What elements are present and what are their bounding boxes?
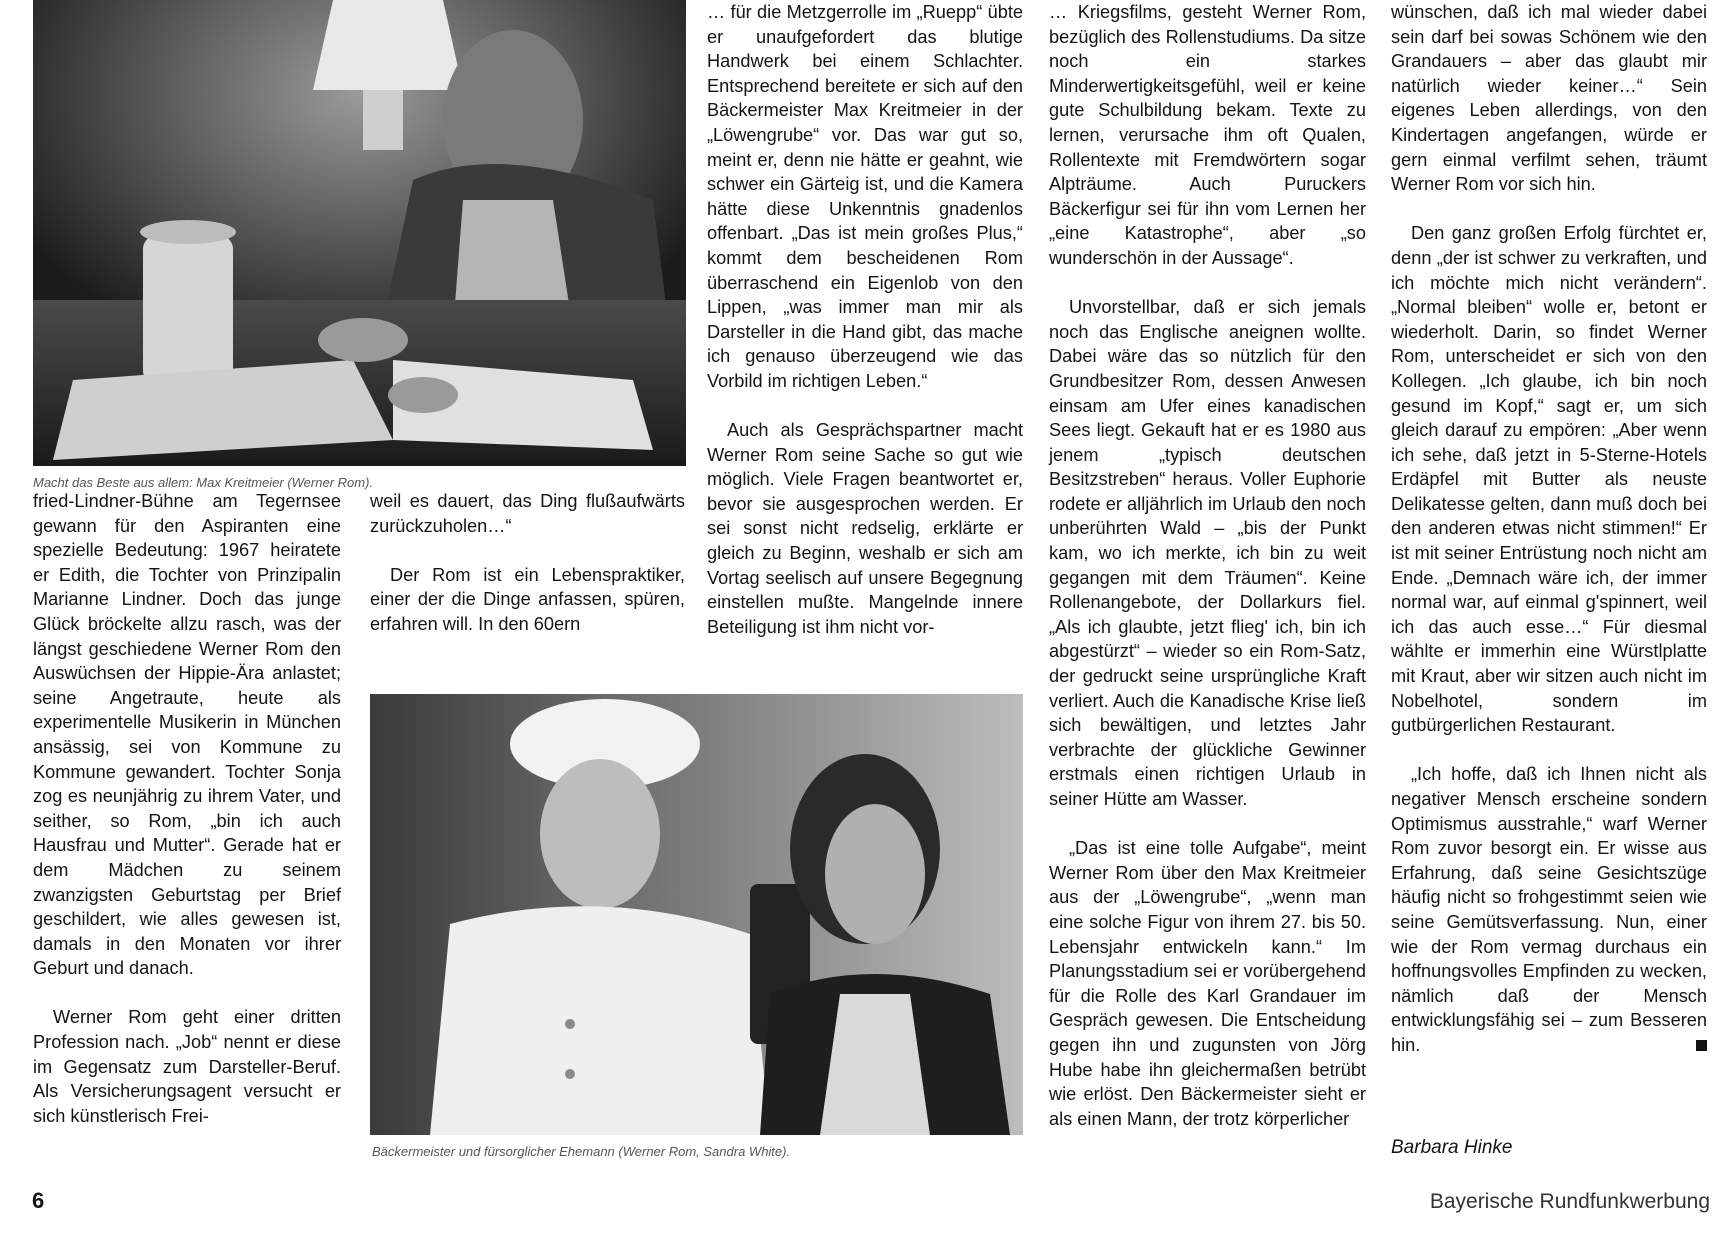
- paragraph-text: „Ich hoffe, daß ich Ihnen nicht als negativer Mensch erscheine sondern Optimismus ausstrahle,“ warf Werner Rom zuvor besorgt ein. Er wisse aus Erfahrung, daß seine Gesichtszüge häufig nicht so frohgestimmt seien wie seine Gemütsverfassung. Nun, einer wie der Rom vermag durchaus ein hoffnungsvolles Empfinden zu wecken, nämlich daß der Mensch entwicklungsfähig sei – zum Besseren hin.: [1391, 764, 1707, 1055]
- paragraph: Auch als Gesprächspartner macht Werner Rom seine Sache so gut wie möglich. Viele Fragen beantwortet er, bevor sie ausgesprochen werden. Er sei sonst nicht redselig, erklärte er gleich zu Beginn, weshalb er sich am Vortag seelisch auf unsere Begegnung einstellen mußte. Mangelnde innere Beteiligung ist ihm nicht vor-: [707, 420, 1023, 637]
- photo-caption: Bäckermeister und fürsorglicher Ehemann (Werner Rom, Sandra White).: [372, 1144, 791, 1159]
- photo-caption: Macht das Beste aus allem: Max Kreitmeier (Werner Rom).: [33, 475, 374, 490]
- photo-image: [33, 0, 686, 466]
- article-column-e: [1391, 0, 1707, 1125]
- paragraph: „Das ist eine tolle Aufgabe“, meint Werner Rom über den Max Kreitmeier aus der „Löwengrube“, „wenn man eine solche Figur von ihrem 27. bis 50. Lebensjahr entwickeln kann.“ Im Planungsstadium sei er vorübergehend für die Rolle des Karl Grandauer im Gespräch gewesen. Die Entscheidung gegen ihn und zugunsten von Jörg Hube habe ihn gleichermaßen betrübt wie erlöst. Den Bäckermeister sieht er als einen Mann, der trotz körperlicher: [1049, 838, 1366, 1129]
- author-byline: Barbara Hinke: [1391, 1137, 1513, 1158]
- article-column-c: [707, 0, 1023, 665]
- paragraph: [1391, 762, 1707, 1057]
- publisher-name: Bayerische Rundfunkwerbung: [1429, 1190, 1710, 1213]
- article-column-b: [370, 489, 685, 659]
- paragraph: … Kriegsfilms, gesteht Werner Rom, bezüglich des Rollenstudiums. Da sitze noch ein starkes Minderwertigkeitsgefühl, weil er keine gute Schulbildung bekam. Texte zu lernen, verursache ihm oft Qualen, Rollentexte mit Fremdwörtern sogar Alpträume. Auch Puruckers Bäckerfigur sei für ihn vom Lernen her „eine Katastrophe“, aber „so wunderschön in der Aussage“.: [1049, 2, 1366, 268]
- article-column-a: [33, 489, 341, 1126]
- paragraph: Werner Rom geht einer dritten Profession nach. „Job“ nennt er diese im Gegensatz zum Darsteller-Beruf. Als Versicherungsagent versucht er sich künstlerisch Frei-: [33, 1007, 341, 1126]
- paragraph: weil es dauert, das Ding flußaufwärts zurückzuholen…“: [370, 491, 685, 536]
- paragraph: Der Rom ist ein Lebenspraktiker, einer der die Dinge anfassen, spüren, erfahren will. In den 60ern: [370, 564, 685, 634]
- page-number: 6: [32, 1188, 45, 1213]
- paragraph: Unvorstellbar, daß er sich jemals noch das Englische aneignen wollte. Dabei wäre das so nützlich für den Grundbesitzer Rom, dessen Anwesen einsam am Ufer eines kanadischen Sees liegt. Gekauft hat er es 1980 aus jenem „typisch deutschen Besitzstreben“ heraus. Voller Euphorie rodete er alljährlich im Urlaub den noch unberührten Wald – „bis der Punkt kam, wo ich merkte, ich bin zu weit gegangen mit dem Träumen“. Keine Rollenangebote, der Dollarkurs fiel. „Als ich glaubte, jetzt flieg' ich, bin ich abgestürzt“ – wieder so ein Rom-Satz, der gedruckt seine ursprüngliche Kraft verliert. Auch die Kanadische Krise ließ sich bewältigen, und letztes Jahr verbrachte der glückliche Gewinner erstmals einen richtigen Urlaub in seiner Hütte am Wasser.: [1049, 297, 1366, 809]
- photo-baeckermeister: [370, 694, 1023, 1135]
- paragraph: fried-Lindner-Bühne am Tegernsee gewann für den Aspiranten eine spezielle Bedeutung: 1967 heiratete er Edith, die Tochter von Prinzipalin Marianne Lindner. Doch das junge Glück bröckelte allzu rasch, was der längst geschiedene Werner Rom den Auswüchsen der Hippie-Ära anlastet; seine Angetraute, heute als experimentelle Musikerin in München ansässig, sei von Kommune zu Kommune gewandert. Tochter Sonja zog es neunjährig zu ihrem Vater, und seither, so Rom, „bin ich auch Hausfrau und Mutter“. Gerade hat er dem Mädchen zu seinem zwanzigsten Geburtstag per Brief geschildert, wie alles gewesen ist, damals in den Monaten vor ihrer Geburt und danach.: [33, 491, 341, 979]
- paragraph: Den ganz großen Erfolg fürchtet er, denn „der ist schwer zu verkraften, und ich möchte mich nicht verändern“. „Normal bleiben“ wolle er, betont er wiederholt. Darin, so findet Werner Rom, unterscheidet er sich von den Kollegen. „Ich glaube, ich bin noch gesund im Kopf,“ sagt er, um sich gleich darauf zu empören: „Aber wenn ich sehe, daß jetzt in 5-Sterne-Hotels Erdäpfel mit Butter als neuste Delikatesse gelten, dann muß doch bei den anderen etwas nicht stimmen!“ Er ist mit seiner Entrüstung noch nicht am Ende. „Demnach wäre ich, der immer normal war, auf einmal g'spinnert, weil ich das auch esse…“ Für diesmal wählte er immerhin eine Würstlplatte mit Kraut, aber wir sitzen auch nicht im Nobelhotel, sondern im gutbürgerlichen Restaurant.: [1391, 223, 1707, 736]
- end-of-article-mark: [1696, 1040, 1707, 1051]
- photo-image: [370, 694, 1023, 1135]
- paragraph: wünschen, daß ich mal wieder dabei sein darf bei sowas Schönem wie den Grandauers – aber das glaubt mir natürlich wieder keiner…“ Sein eigenes Leben allerdings, von den Kindertagen angefangen, würde er gern einmal verfilmt sehen, träumt Werner Rom vor sich hin.: [1391, 2, 1707, 195]
- paragraph: … für die Metzgerrolle im „Ruepp“ übte er unaufgefordert das blutige Handwerk bei einem Schlachter. Entsprechend bereitete er sich auf den Bäckermeister Max Kreitmeier in der „Löwengrube“ vor. Das war gut so, meint er, denn nie hätte er geahnt, wie schwer ein Gärteig ist, und die Kamera hätte diese Unkenntnis gnadenlos offenbart. „Das ist mein großes Plus,“ kommt dem bescheidenen Rom überraschend ein Eigenlob von den Lippen, „was immer man mir als Darsteller in die Hand gibt, das mache ich genauso überzeugend wie das Vorbild im richtigen Leben.“: [707, 2, 1023, 391]
- article-column-d: [1049, 0, 1366, 1170]
- photo-max-kreitmeier: [33, 0, 686, 466]
